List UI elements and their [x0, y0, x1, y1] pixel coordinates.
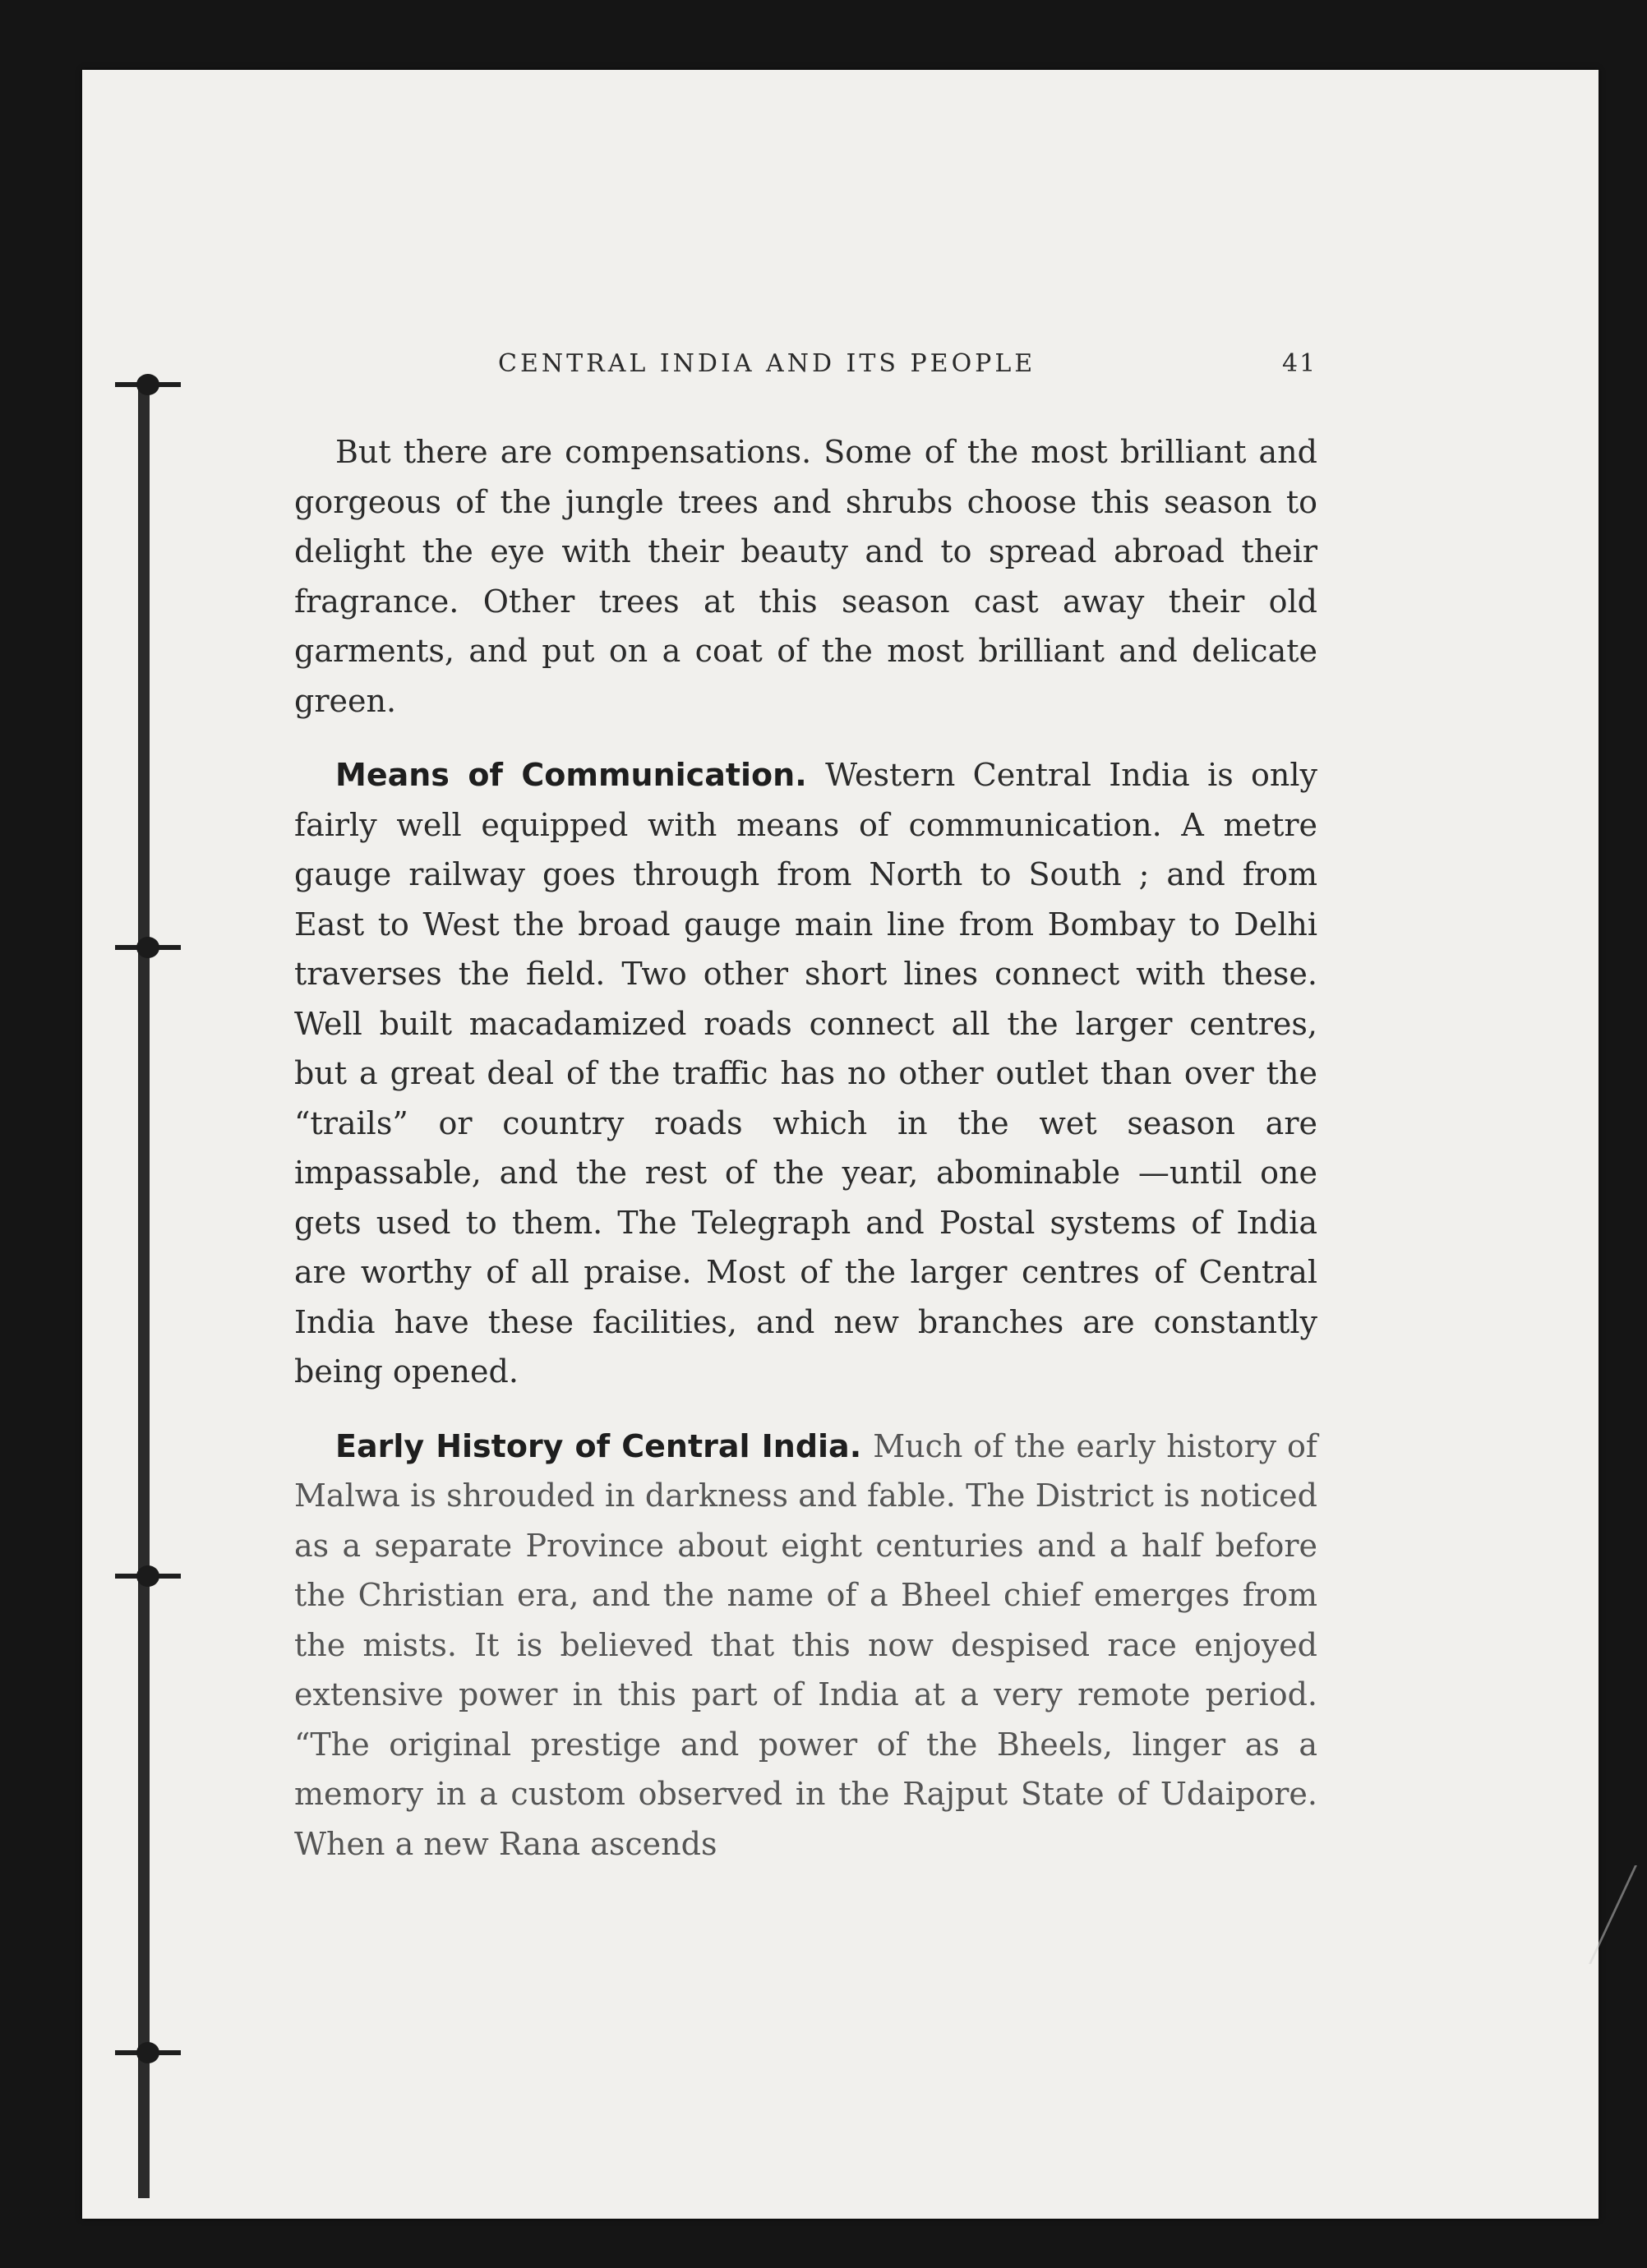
- running-head: CENTRAL INDIA AND ITS PEOPLE: [498, 349, 1036, 378]
- page-header: [498, 349, 1320, 390]
- section-heading: Means of Communication.: [335, 757, 826, 793]
- paragraph-text: Western Central India is only fairly well equipped with means of communication. A metre gauge railway goes through from North to South ; and from East to West the broad gauge main line from Bombay to Delhi traverses the field. Two other short lines connect with these. Well built macadamized roads connect all the larger centres, but a great deal of the traffic has no other outlet than over the “trails” or country roads which in the wet season are impassable, and the rest of the year, abominable —until one gets used to them. The Telegraph and Postal systems of India are worthy of all praise. Most of the larger centres of Central India have these facilities, and new branches are constantly being opened.: [294, 757, 1317, 1390]
- section-heading: Early History of Central India.: [335, 1427, 874, 1464]
- paragraph-early-history: [294, 1422, 1317, 1869]
- paragraph-text: Much of the early history of Malwa is shrouded in darkness and fable. The District is noticed as a separate Province about eight centuries and a half before the Christian era, and the name of a Bheel chief emerges from the mists. It is believed that this now despised race enjoyed extensive power in this part of India at a very remote period. “The original prestige and power of the Bheels, linger as a memory in a custom observed in the Rajput State of Udaipore. When a new Rana ascends: [294, 1427, 1317, 1862]
- paragraph-compensations: [294, 427, 1317, 726]
- binding-knot-2: [115, 937, 181, 958]
- paragraph-means-of-communication: [294, 750, 1317, 1397]
- binding-knot-3: [115, 1565, 181, 1587]
- paragraph-text: But there are compensations. Some of the most brilliant and gorgeous of the jungle trees and shrubs choose this season to delight the eye with their beauty and to spread abroad their fragrance. Other trees at this season cast away their old garments, and put on a coat of the most brilliant and delicate green.: [294, 434, 1317, 719]
- page-number: 41: [1282, 349, 1317, 378]
- binding-knot-4: [115, 2042, 181, 2063]
- body-text: [294, 427, 1317, 1893]
- binding-knot-1: [115, 374, 181, 395]
- binding-thread: [138, 382, 150, 2198]
